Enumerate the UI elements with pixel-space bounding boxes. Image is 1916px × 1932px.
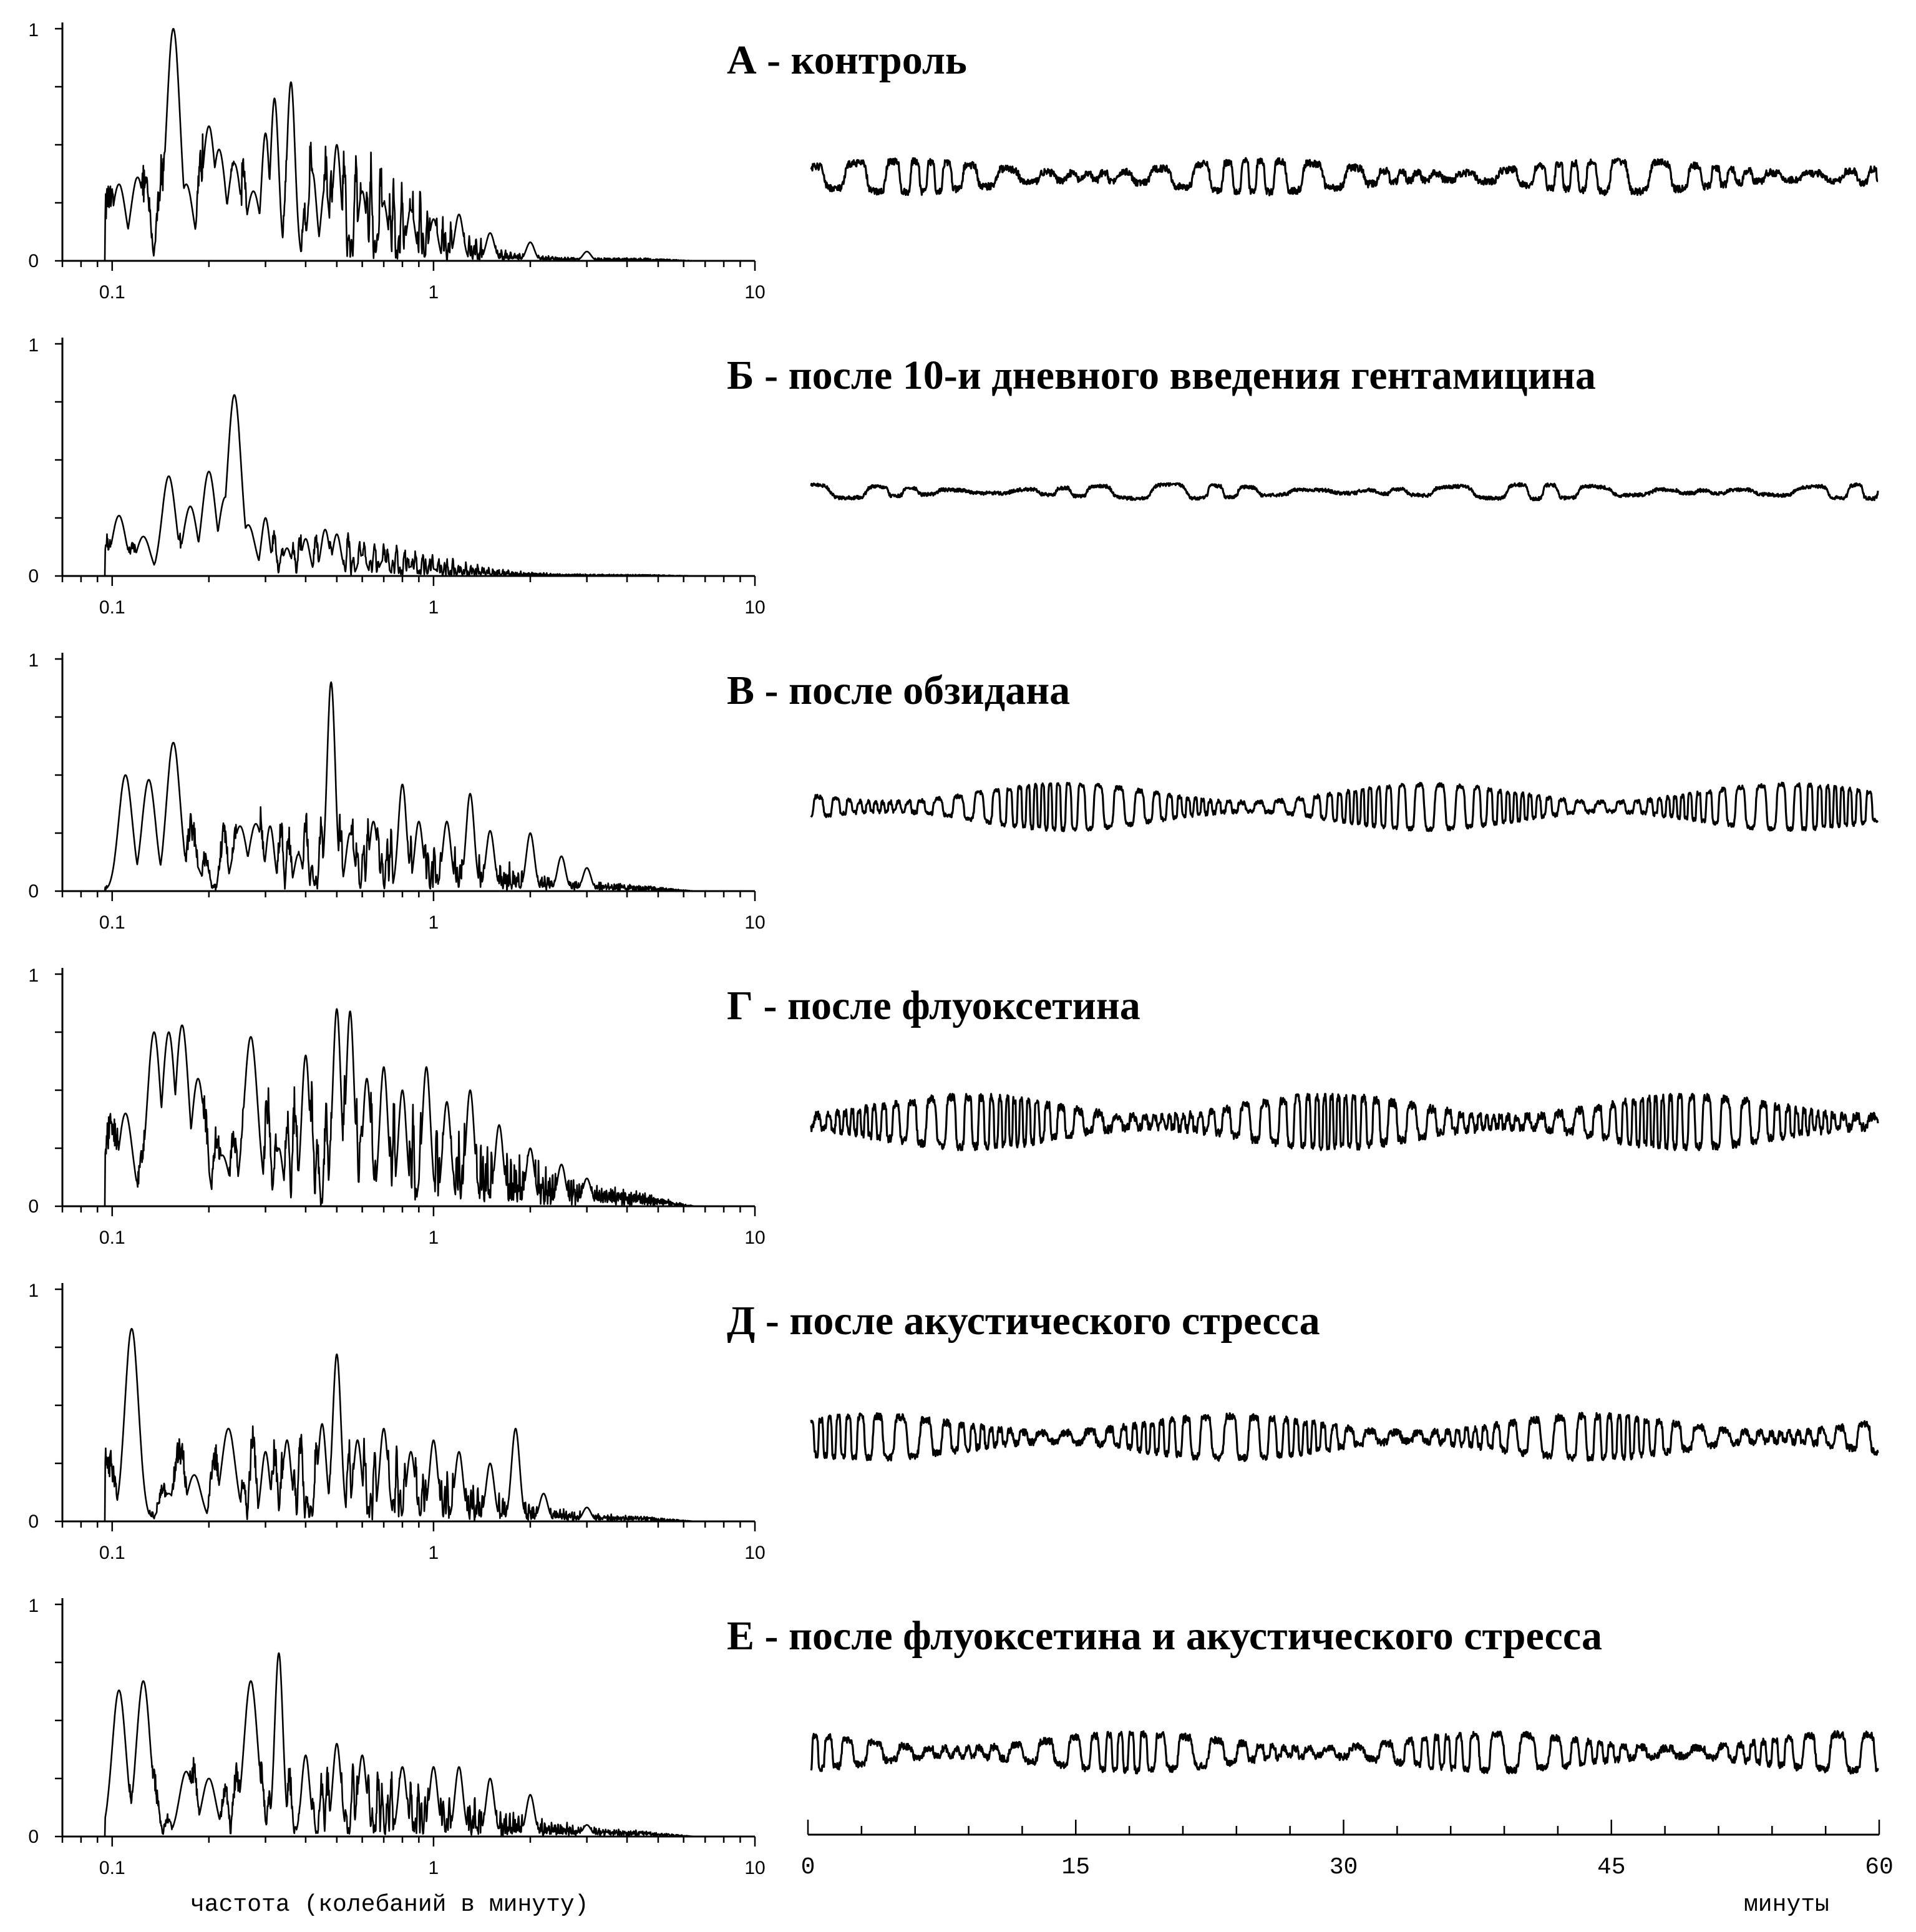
trace-series-G xyxy=(811,1094,1878,1150)
spectrum-series-A xyxy=(62,29,755,261)
y-tick-label: 0 xyxy=(28,1511,39,1532)
trace-series-E xyxy=(811,1731,1878,1773)
x-tick-label: 1 xyxy=(428,1227,439,1248)
y-tick-label: 1 xyxy=(28,335,39,356)
y-tick-label: 0 xyxy=(28,881,39,902)
trace-series-A xyxy=(811,158,1878,195)
y-tick-label: 0 xyxy=(28,1827,39,1847)
x-tick-label: 0.1 xyxy=(99,912,125,933)
x-tick-label: 10 xyxy=(744,1858,766,1878)
x-tick-label: 0.1 xyxy=(99,1227,125,1248)
time-axis xyxy=(801,1820,1894,1918)
x-tick-label: 10 xyxy=(744,1227,766,1248)
time-tick-label: 30 xyxy=(1329,1854,1358,1881)
x-tick-label: 1 xyxy=(428,1858,439,1878)
time-axis-title: минуты xyxy=(1744,1891,1829,1918)
y-tick-label: 1 xyxy=(28,650,39,671)
panel-V xyxy=(28,650,1878,933)
x-tick-label: 1 xyxy=(428,597,439,618)
y-tick-label: 1 xyxy=(28,20,39,41)
y-tick-label: 1 xyxy=(28,1596,39,1616)
y-tick-label: 0 xyxy=(28,566,39,587)
panel-title: В - после обзидана xyxy=(727,668,1071,713)
trace-series-D xyxy=(811,1413,1878,1461)
panel-title: Е - после флуоксетина и акустического стресса xyxy=(727,1613,1602,1659)
x-tick-label: 1 xyxy=(428,282,439,303)
panel-E xyxy=(28,1596,1878,1878)
x-tick-label: 0.1 xyxy=(99,597,125,618)
panel-title: А - контроль xyxy=(727,37,967,83)
panel-G xyxy=(28,965,1878,1248)
x-tick-label: 10 xyxy=(744,282,766,303)
x-tick-label: 0.1 xyxy=(99,1858,125,1878)
spectrum-series-G xyxy=(62,1009,755,1206)
panel-title: Г - после флуоксетина xyxy=(727,983,1140,1028)
time-tick-label: 15 xyxy=(1061,1854,1091,1881)
spectrum-series-V xyxy=(62,682,755,891)
time-tick-label: 60 xyxy=(1865,1854,1894,1881)
x-tick-label: 10 xyxy=(744,1543,766,1563)
time-tick-label: 45 xyxy=(1597,1854,1626,1881)
x-tick-label: 0.1 xyxy=(99,1543,125,1563)
y-tick-label: 1 xyxy=(28,965,39,986)
panel-D xyxy=(28,1281,1878,1563)
x-tick-label: 1 xyxy=(428,1543,439,1563)
y-tick-label: 0 xyxy=(28,1196,39,1217)
x-tick-label: 10 xyxy=(744,912,766,933)
spectrum-series-D xyxy=(62,1329,755,1521)
panel-B xyxy=(28,335,1878,618)
spectrum-x-axis-title: частота (колебаний в минуту) xyxy=(190,1891,589,1918)
trace-series-B xyxy=(811,483,1878,500)
x-tick-label: 0.1 xyxy=(99,282,125,303)
time-tick-label: 0 xyxy=(800,1854,815,1881)
spectrum-series-B xyxy=(62,395,755,576)
panel-A xyxy=(28,20,1878,303)
y-tick-label: 1 xyxy=(28,1281,39,1301)
trace-series-V xyxy=(811,783,1878,831)
x-tick-label: 10 xyxy=(744,597,766,618)
spectrum-series-E xyxy=(62,1653,755,1837)
y-tick-label: 0 xyxy=(28,251,39,271)
panel-title: Д - после акустического стресса xyxy=(727,1298,1320,1344)
x-tick-label: 1 xyxy=(428,912,439,933)
panel-title: Б - после 10-и дневного введения гентамицина xyxy=(727,353,1596,398)
